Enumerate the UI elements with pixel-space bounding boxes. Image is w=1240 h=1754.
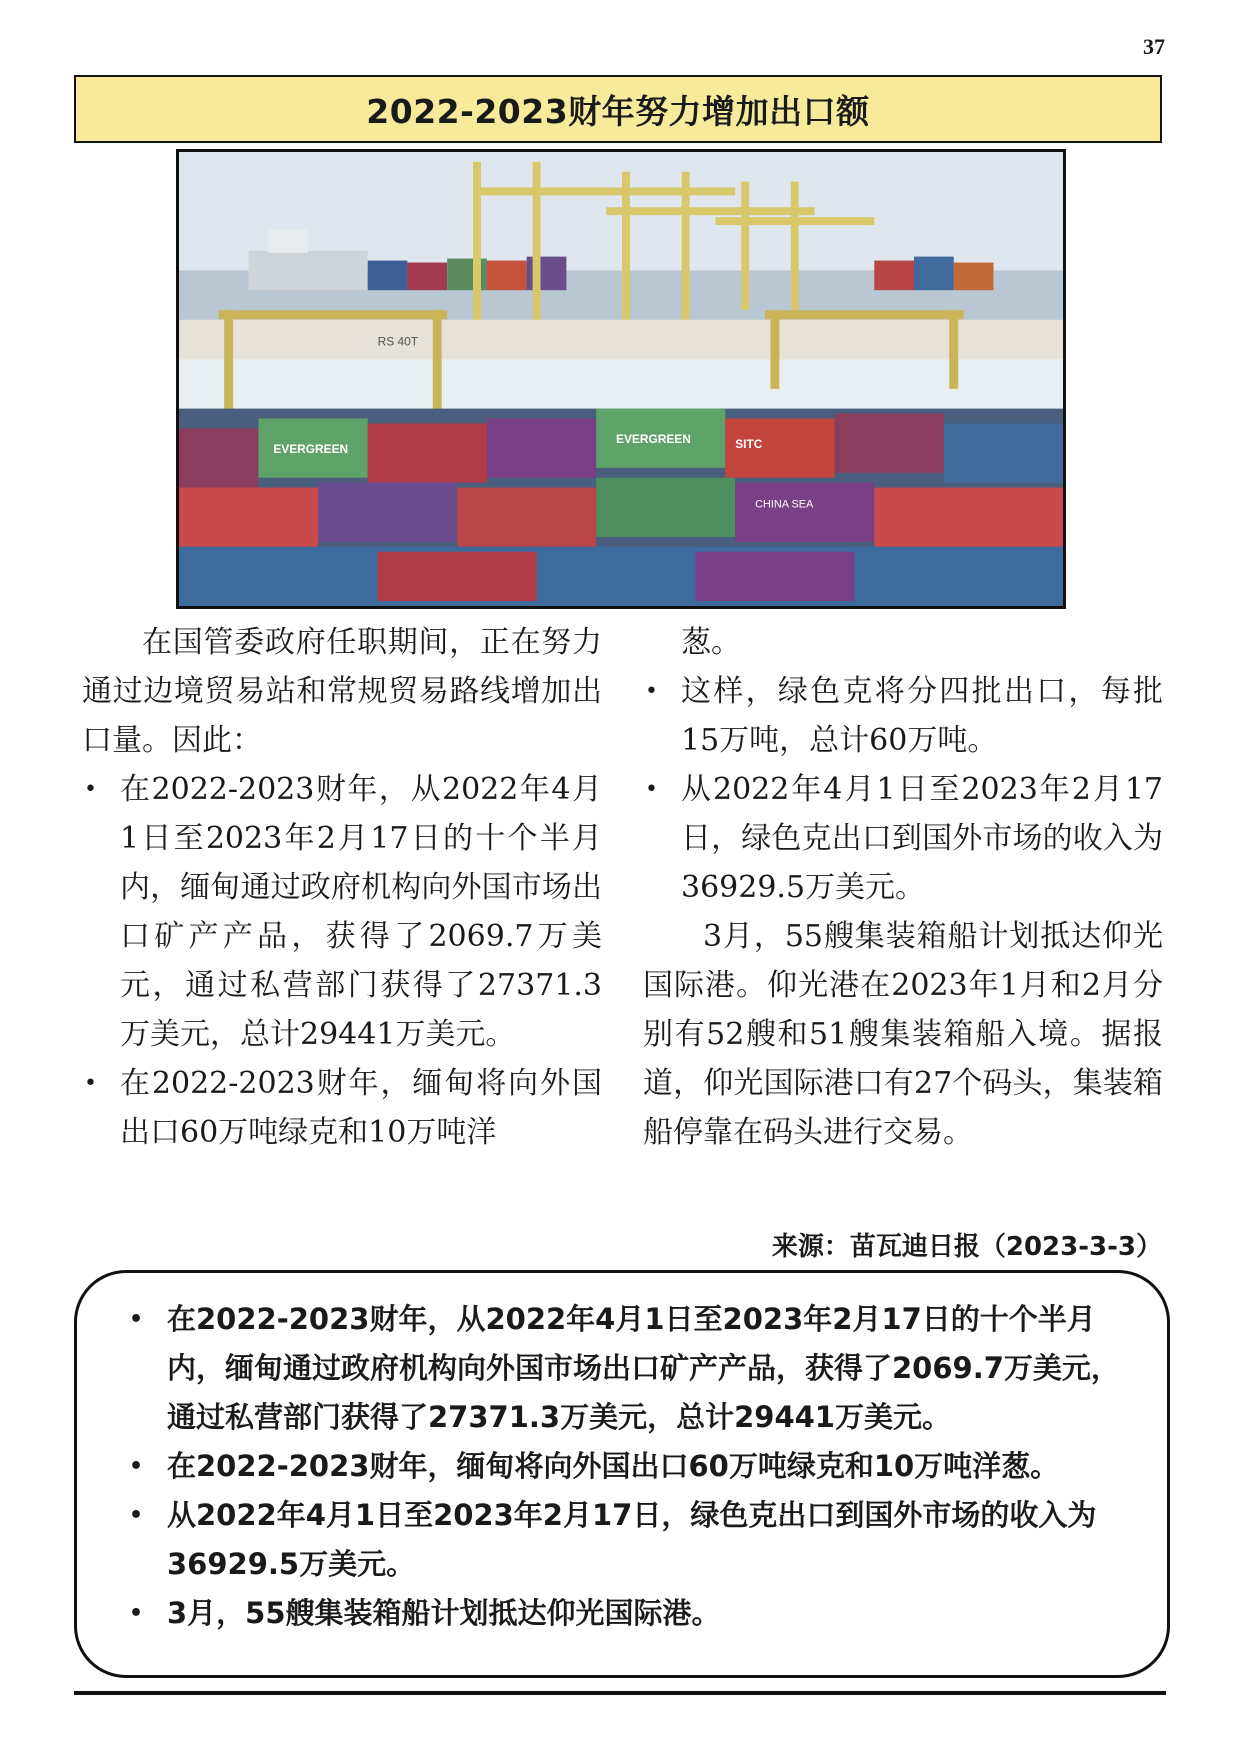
summary-item: • 从2022年4月1日至2023年2月17日，绿色克出口到国外市场的收入为36929.5万美元。: [127, 1491, 1137, 1589]
container-label-evergreen: EVERGREEN: [616, 432, 691, 447]
closing-paragraph: 3月，55艘集装箱船计划抵达仰光国际港。仰光港在2023年1月和2月分别有52艘和51艘集装箱船入境。据报道，仰光国际港口有27个码头，集装箱船停靠在码头进行交易。: [643, 919, 1163, 1150]
container-label-china: CHINA SEA: [755, 498, 814, 511]
left-bullet-list: [82, 765, 602, 1157]
container-label-evergreen-2: EVERGREEN: [273, 442, 349, 457]
summary-item: • 在2022-2023财年，缅甸将向外国出口60万吨绿克和10万吨洋葱。: [127, 1442, 1137, 1491]
port-illustration: [179, 152, 1063, 606]
source-citation: 来源：苗瓦迪日报（2023-3-3）: [771, 1232, 1162, 1262]
bullet-exports-start: • 在2022-2023财年，缅甸将向外国出口60万吨绿克和10万吨洋: [82, 1059, 602, 1157]
container-label-sitc: SITC: [735, 437, 763, 452]
article-left-column: [82, 618, 602, 1157]
summary-list: [127, 1295, 1137, 1638]
bullet-batches: • 这样，绿色克将分四批出口，每批15万吨，总计60万吨。: [643, 667, 1163, 765]
right-bullet-list: [643, 667, 1163, 912]
container-port-photo: [176, 149, 1066, 609]
intro-paragraph: 在国管委政府任职期间，正在努力通过边境贸易站和常规贸易路线增加出口量。因此：: [82, 625, 602, 758]
bottom-rule: [74, 1691, 1166, 1695]
bullet-minerals: • 在2022-2023财年，从2022年4月1日至2023年2月17日的十个半月内，缅甸通过政府机构向外国市场出口矿产产品，获得了2069.7万美元，通过私营部门获得了27371.3万美元，总计29441万美元。: [82, 765, 602, 1059]
page-number: 37: [1143, 34, 1165, 59]
summary-box: [74, 1270, 1170, 1678]
summary-item: • 3月，55艘集装箱船计划抵达仰光国际港。: [127, 1589, 1137, 1638]
summary-item: • 在2022-2023财年，从2022年4月1日至2023年2月17日的十个半月内，缅甸通过政府机构向外国市场出口矿产产品，获得了2069.7万美元，通过私营部门获得了27371.3万美元，总计29441万美元。: [127, 1295, 1137, 1442]
quay-label: RS 40T: [377, 334, 419, 349]
bullet-continuation: 葱。: [681, 625, 741, 660]
page-title: 2022-2023财年努力增加出口额: [366, 91, 870, 131]
article-right-column: [643, 618, 1163, 1157]
bullet-revenue: • 从2022年4月1日至2023年2月17日，绿色克出口到国外市场的收入为36929.5万美元。: [643, 765, 1163, 912]
title-banner: [74, 75, 1162, 143]
